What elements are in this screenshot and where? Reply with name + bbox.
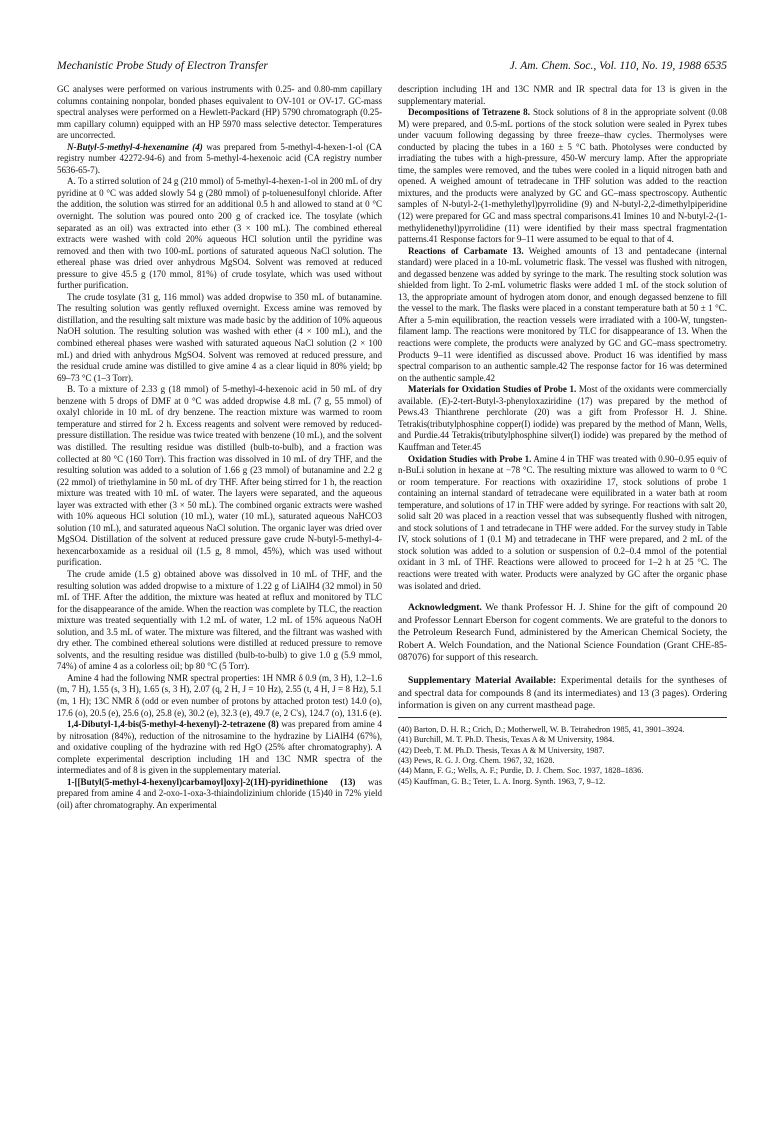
reference-45: (45) Kauffman, G. B.; Teter, L. A. Inorg. Synth. 1963, 7, 9–12. bbox=[398, 776, 606, 786]
paragraph-supplementary bbox=[398, 675, 727, 713]
paragraph-description: description including 1H and 13C NMR and IR spectral data for 13 is given in the supplementary material. bbox=[398, 84, 727, 106]
reference-44: (44) Mann, F. G.; Wells, A. F.; Purdie, D. J. Chem. Soc. 1937, 1828–1836. bbox=[398, 766, 644, 776]
paragraph-materials bbox=[398, 384, 727, 453]
paragraph-crude-tosylate: The crude tosylate (31 g, 116 mmol) was added dropwise to 350 mL of butanamine. The resulting solution was gently refluxed overnight. Excess amine was removed by distillation, and the resulting salt mixture was made basic by the addition of 10% aqueous NaOH solution. The resulting solution was washed with ether (4 × 100 mL), and the combined ethereal phases were washed with saturated aqueous NaCl solution (2 × 100 mL) and dried with anhydrous MgSO4. Solvent was removed at reduced pressure, and the residual crude amine was distilled to give amine 4 as a clear liquid in 80% yield; bp 69–73 °C (1–3 Torr). bbox=[57, 291, 382, 383]
heading-oxidation: Oxidation Studies with Probe 1. bbox=[408, 453, 532, 464]
journal-citation: J. Am. Chem. Soc., Vol. 110, No. 19, 1988 6535 bbox=[509, 60, 727, 72]
text-acknowledgment: We thank Professor H. J. Shine for the gift of compound 20 and Professor Lennart Eberson for cogent comments. We are grateful to the donors to the Petroleum Research Fund, administered by the American Chemical Society, the Robert A. Welch Foundation, and the National Science Foundation (Grant CHE-85-087076) for support of this research. bbox=[398, 602, 727, 664]
paragraph-tetrazene-8 bbox=[57, 719, 382, 777]
reference-40: (40) Barton, D. H. R.; Crich, D.; Motherwell, W. B. Tetrahedron 1985, 41, 3901–3924. bbox=[398, 724, 685, 734]
paragraph-oxidation bbox=[398, 454, 727, 593]
paragraph-amine-4 bbox=[57, 142, 382, 177]
text-materials: Most of the oxidants were commercially available. (E)-2-tert-Butyl-3-phenyloxaziridine (17) was prepared by the method of Pews.43 Thianthrene perchlorate (20) was a gift from Professor H. J. Shine. Tetrakis(tributylphosphine copper(I) iodide) was prepared by the method of Mann, Wells, and Purdie.44 Tetrakis(tributylphosphine silver(I) iodide) was prepared by the method of Kauffman and Teter.45 bbox=[398, 384, 727, 452]
text-supplementary: Experimental details for the syntheses of and spectral data for compounds 8 (and its intermediates) and 13 (3 pages). Ordering information is given on any current masthead page. bbox=[398, 675, 727, 712]
paragraph-decompositions bbox=[398, 107, 727, 246]
heading-tetrazene-8: 1,4-Dibutyl-1,4-bis(5-methyl-4-hexenyl)-2-tetrazene (8) bbox=[67, 719, 279, 730]
text-carbamate-13-prep: was prepared from amine 4 and 2-oxo-1-oxa-3-thiaindolizinium chloride (15)40 in 72% yield (oil) after chromatography. An experimental bbox=[57, 776, 382, 810]
heading-acknowledgment: Acknowledgment. bbox=[408, 602, 482, 614]
spacer bbox=[398, 592, 727, 602]
heading-decompositions: Decompositions of Tetrazene 8. bbox=[408, 107, 530, 118]
running-title: Mechanistic Probe Study of Electron Transfer bbox=[57, 60, 268, 72]
running-header bbox=[57, 60, 727, 76]
paragraph-nmr: Amine 4 had the following NMR spectral properties: 1H NMR δ 0.9 (m, 3 H), 1.2–1.6 (m, 7 H), 1.55 (s, 3 H), 1.65 (s, 3 H), 2.07 (q, 2 H, J = 10 Hz), 2.55 (t, 4 H, J = 8 Hz), 5.1 (m, 1 H); 13C NMR δ (odd or even number of protons by attached proton test) 14.0 (o), 17.6 (o), 20.5 (e), 25.6 (o), 25.8 (e), 30.2 (e), 32.3 (e), 49.7 (e, 2 C's), 124.7 (o), 131.6 (e). bbox=[57, 672, 382, 718]
heading-reactions-13: Reactions of Carbamate 13. bbox=[408, 245, 524, 256]
text-tetrazene-8: was prepared from amine 4 by nitrosation (84%), reduction of the nitrosamine to the hydrazine by LiAlH4 (67%), and oxidative coupling of the hydrazine with red HgO (25% after chromatography). A complete experimental description including 1H and 13C NMR spectra of the intermediates and of 8 is given in the supplementary material. bbox=[57, 719, 383, 776]
paragraph-method-a: A. To a stirred solution of 24 g (210 mmol) of 5-methyl-4-hexen-1-ol in 200 mL of dry pyridine at 0 °C was added slowly 54 g (280 mmol) of p-toluenesulfonyl chloride. After the addition, the solution was stirred for an additional 0.5 h and allowed to stand at 0 °C overnight. The solution was poured onto 200 g of cracked ice. The tosylate (which separated as an oil) was extracted into ether (3 × 100 mL). The combined ethereal extracts were washed with cold 20% aqueous HCl solution until the pyridine was removed and then with two 100-mL portions of saturated aqueous NaCl solution. The ethereal phase was dried over anhydrous MgSO4. Solvent was removed at reduced pressure to give 45.5 g (170 mmol, 81%) of crude tosylate, which was used without further purification. bbox=[57, 176, 382, 291]
references-list bbox=[398, 717, 727, 787]
heading-materials: Materials for Oxidation Studies of Probe 1. bbox=[408, 384, 577, 395]
reference-41: (41) Burchill, M. T. Ph.D. Thesis, Texas A & M University, 1984. bbox=[398, 735, 615, 745]
text-reactions-13: Weighed amounts of 13 and pentadecane (internal standard) were placed in a 10-mL volumetric flask. The vessel was flushed with nitrogen, and degassed benzene was added by syringe to the mark. The resulting stock solution was shielded from light. To 2-mL volumetric flasks were added 1 mL of the stock solution of 13, the appropriate amount of hydrogen atom donor, and enough degassed benzene to fill the vessel to the mark. The flasks were placed in a constant temperature bath at 50 ± 1 °C. After a 5-min equilibration, the reaction vessels were irradiated with a 100-W, tungsten-filament lamp. The reactions were monitored by TLC for disappearance of 13. When the reactions were complete, the products were analyzed by GC and GC–mass spectrometry. Products 9–11 were identified as discussed above. Product 16 was identified by mass spectral comparison to an authentic sample.42 The response factor for 16 was determined on the authentic sample.42 bbox=[398, 245, 727, 383]
paragraph-acknowledgment bbox=[398, 602, 727, 665]
text-oxidation: Amine 4 in THF was treated with 0.90–0.95 equiv of n-BuLi solution in hexane at −78 °C. The resulting mixture was allowed to warm to 0 °C or room temperature. For reactions with oxaziridine 17, stock solutions of probe 1 containing an internal standard of tetradecane were equilibrated in a water bath at room temperature, and solutions of 17 in THF were added by syringe. For reactions with salt 20, solid salt 20 was placed in a reaction vessel that was subsequently flushed with nitrogen, and stock solutions of 1 and tetradecane in THF were added. For the survey study in Table IV, stock solutions of 1 (0.1 M) and tetradecane in THF were prepared, and 2 mL of the stock solution was added to a solution or suspension of 0.2–0.4 mmol of the potential oxidant in 3 mL of THF. Reactions were allowed to proceed for 1–2 h at 25 °C. The reactions were treated with water. Products were analyzed by GC after the organic phase was isolated and dried. bbox=[398, 453, 727, 591]
paragraph-crude-amide: The crude amide (1.5 g) obtained above was dissolved in 10 mL of THF, and the resulting solution was added dropwise to a mixture of 1.22 g of LiAlH4 (32 mmol) in 50 mL of THF. After the addition, the mixture was heated at reflux and monitored by TLC for the disappearance of the amide. When the reaction was complete by TLC, the reaction mixture was treated sequentially with 1.2 mL of water, 1.2 mL of 15% aqueous NaOH solution, and 3.5 mL of water. The mixture was filtered, and the filtrant was washed with dry ether. The combined ethereal solutions were distilled at reduced pressure to remove solvents, and the resulting residue was distilled (bulb-to-bulb) to give 1.0 g (5.9 mmol, 74%) of amine 4 as a colorless oil; bp 80 °C (5 Torr). bbox=[57, 568, 382, 672]
left-column bbox=[57, 84, 382, 811]
paragraph-method-b: B. To a mixture of 2.33 g (18 mmol) of 5-methyl-4-hexenoic acid in 50 mL of dry benzene with 5 drops of DMF at 0 °C was added dropwise 4.8 mL (7 g, 55 mmol) of oxalyl chloride in 10 mL of dry benzene. The reaction mixture was warmed to room temperature and stirred for 2 h. Excess reagents and solvent were removed by reduced-pressure distillation. The residue was twice treated with benzene (10 mL), and the solvent was distilled. The resulting residue was distilled (bulb-to-bulb), and a fraction was collected at 80 °C (160 Torr). This fraction was dissolved in 10 mL of dry THF, and the resulting solution was added to a solution of 1.66 g (23 mmol) of butanamine and 2.2 g (22 mmol) of triethylamine in 50 mL of dry THF. After being stirred for 1 h, the reaction mixture was treated with 10 mL of water. The layers were separated, and the aqueous layer was extracted with ether (3 × 50 mL). The combined organic extracts were washed with 10% aqueous HCl solution (10 mL), water (10 mL), saturated aqueous NaHCO3 solution (10 mL), and saturated aqueous NaCl solution. The organic layer was dried over MgSO4. Distillation of the solvent at reduced pressure gave crude N-butyl-5-methyl-4-hexencarboxamide as a residual oil (1.5 g, 8 mmol, 45%), which was used without purification. bbox=[57, 384, 382, 568]
paragraph-carbamate-13-prep bbox=[57, 777, 382, 812]
heading-carbamate-13-prep: 1-[[Butyl(5-methyl-4-hexenyl)carbamoyl]oxy]-2(1H)-pyridinethione (13) bbox=[67, 776, 356, 787]
paragraph-reactions-13 bbox=[398, 246, 727, 385]
paragraph-gc-analyses: GC analyses were performed on various instruments with 0.25- and 0.80-mm capillary columns containing nonpolar, bonded phases equivalent to OV-101 or OV-17. GC-mass spectral analyses were performed on a Hewlett-Packard (HP) 5790 chromatograph (0.25-mm capillary column) equipped with an HP 5970 mass selective detector. Temperatures are uncorrected. bbox=[57, 84, 382, 141]
text-decompositions: Stock solutions of 8 in the appropriate solvent (0.08 M) were prepared, and 0.5-mL portions of the stock solution were sealed in Pyrex tubes under vacuum following degassing by three freeze–thaw cycles. Thermolyses were conducted by placing the tubes in a 160 ± 5 °C bath. Photolyses were conducted by irradiating the tubes with a high-pressure, 450-W mercury lamp. After the appropriate time, the samples were removed, and the tubes were cooled in a liquid nitrogen bath and opened. A weighed amount of tetradecane in THF solution was added to the reaction mixtures, and the products were analyzed by GC and GC–mass spectroscopy. Authentic samples of N-butyl-2-(1-methylethyl)pyrrolidine (9) and N-butyl-2,2-dimethylpiperidine (12) were prepared for GC and mass spectral comparisons.41 Imines 10 and N-butyl-2-(1-methylidenethyl)pyrrolidine (11) were identified by their mass spectral fragmentation patterns.41 Response factors for 9–11 were assumed to be equal to that of 4. bbox=[398, 107, 727, 245]
reference-42: (42) Deeb, T. M. Ph.D. Thesis, Texas A & M University, 1987. bbox=[398, 745, 605, 755]
heading-amine-4: N-Butyl-5-methyl-4-hexenamine (4) bbox=[67, 141, 203, 152]
text-amine-4: was prepared from 5-methyl-4-hexen-1-ol (CA registry number 42272-94-6) and from 5-methyl-4-hexenoic acid (CA registry number 5636-65-7). bbox=[57, 141, 382, 175]
reference-43: (43) Pews, R. G. J. Org. Chem. 1967, 32, 1628. bbox=[398, 756, 555, 766]
heading-supplementary: Supplementary Material Available: bbox=[408, 675, 557, 687]
spacer bbox=[398, 665, 727, 675]
right-column bbox=[398, 84, 727, 787]
